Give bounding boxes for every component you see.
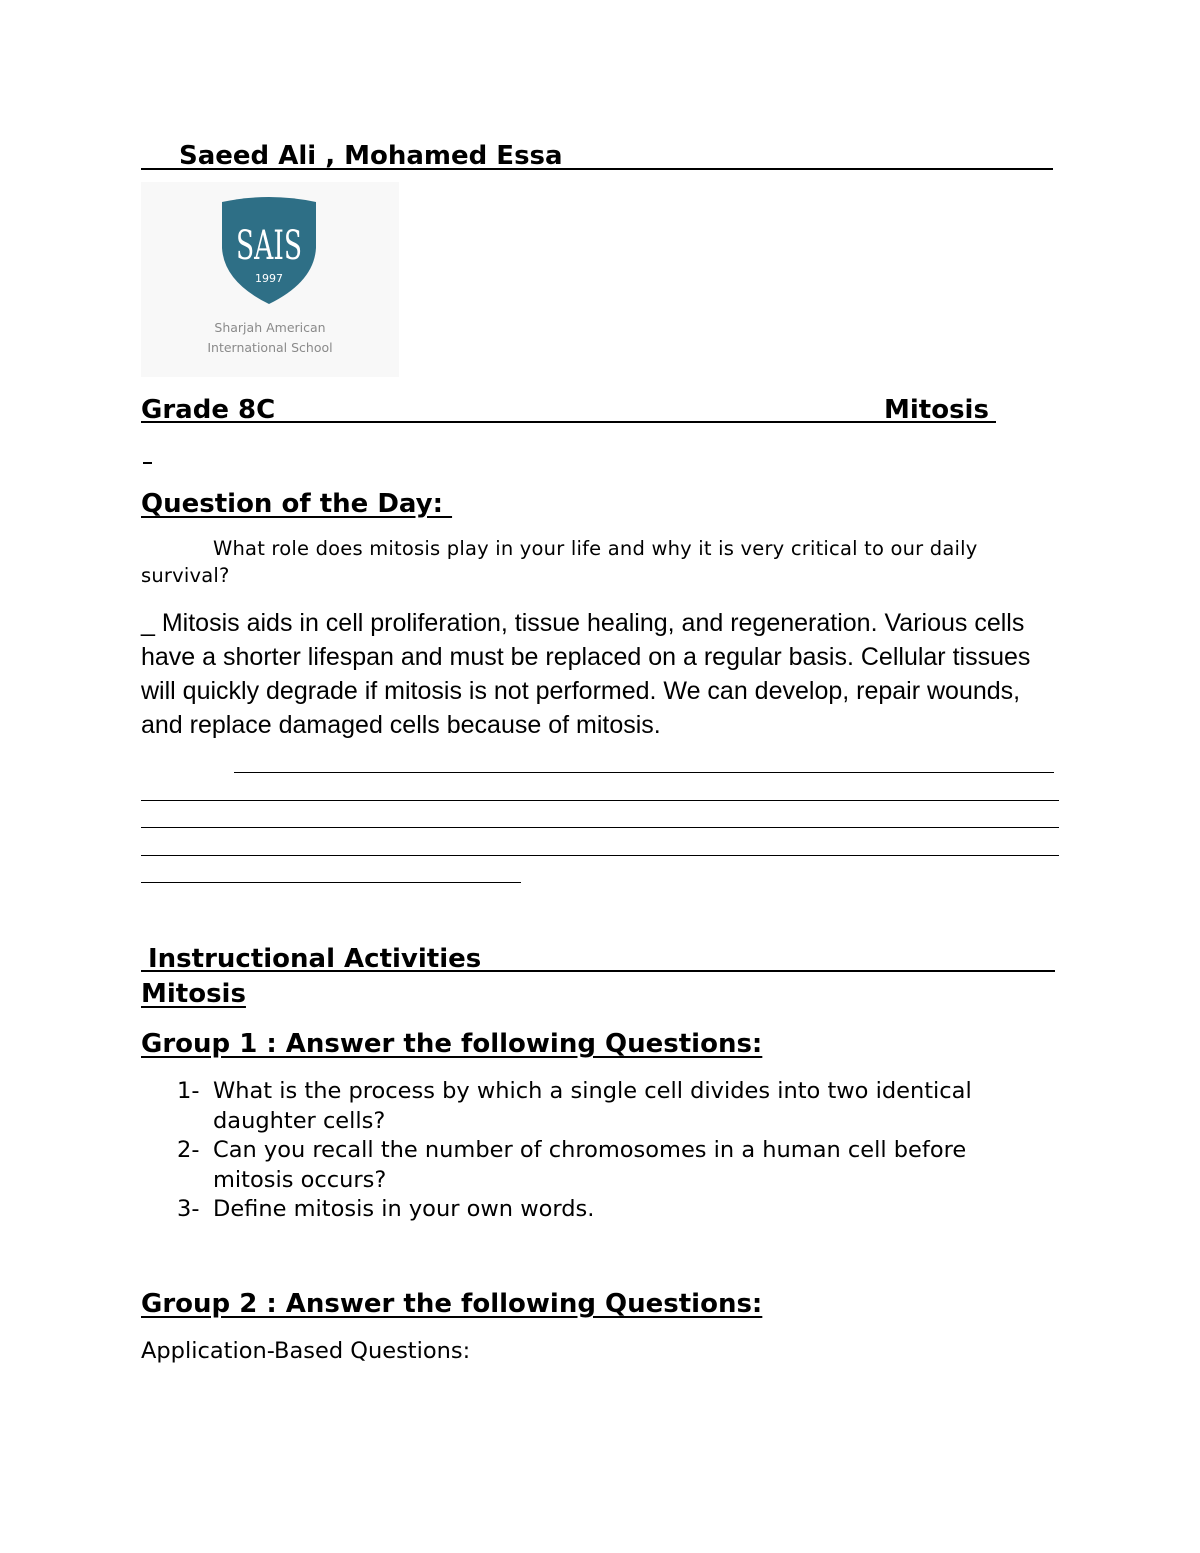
question-number: 1- [177,1078,200,1104]
instructional-activities-title: Instructional Activities [141,944,1055,972]
topic-heading: Mitosis [141,979,246,1009]
group1-question-list [141,1077,1041,1225]
student-names: Saeed Ali , Mohamed Essa [141,141,1053,170]
logo-caption-line1: Sharjah American [214,320,326,335]
answer-text: _ Mitosis aids in cell proliferation, tissue healing, and regeneration. Various cells have a shorter lifespan and must be replaced on a regular basis. Cellular tissues will quickly degrade if mitosis is not performed. We can develop, repair wounds, and replace damaged cells because of mitosis. [141,609,1031,739]
list-item [141,1077,1041,1136]
dash-mark [143,462,152,464]
list-item [141,1195,1041,1225]
school-shield-icon [218,196,320,306]
list-item [141,1136,1041,1195]
question-of-day-title: Question of the Day: [141,489,453,519]
group2-title: Group 2 : Answer the following Questions: [141,1289,763,1319]
question-of-day-text: What role does mitosis play in your life and why it is very critical to our daily survival? [141,537,978,587]
question-text: Can you recall the number of chromosomes in a human cell before mitosis occurs? [213,1137,967,1193]
question-text: Define mitosis in your own words. [213,1196,595,1222]
answer-blank-line [141,827,1059,828]
group1-title: Group 1 : Answer the following Questions: [141,1029,763,1059]
logo-caption-line2: International School [207,340,333,355]
answer-blank-line [141,855,1059,856]
answer-blank-line [141,800,1059,801]
question-number: 2- [177,1137,200,1163]
question-number: 3- [177,1196,200,1222]
answer-blank-line [141,882,521,883]
school-logo [141,182,399,377]
logo-monogram: SAIS [236,223,302,269]
logo-year: 1997 [255,272,283,285]
subject-label: Mitosis [884,395,989,425]
question-text: What is the process by which a single cell divides into two identical daughter cells? [213,1078,972,1134]
answer-blank-line [234,772,1054,773]
application-questions-label: Application-Based Questions: [141,1338,471,1364]
grade-label: Grade 8C [141,395,276,425]
